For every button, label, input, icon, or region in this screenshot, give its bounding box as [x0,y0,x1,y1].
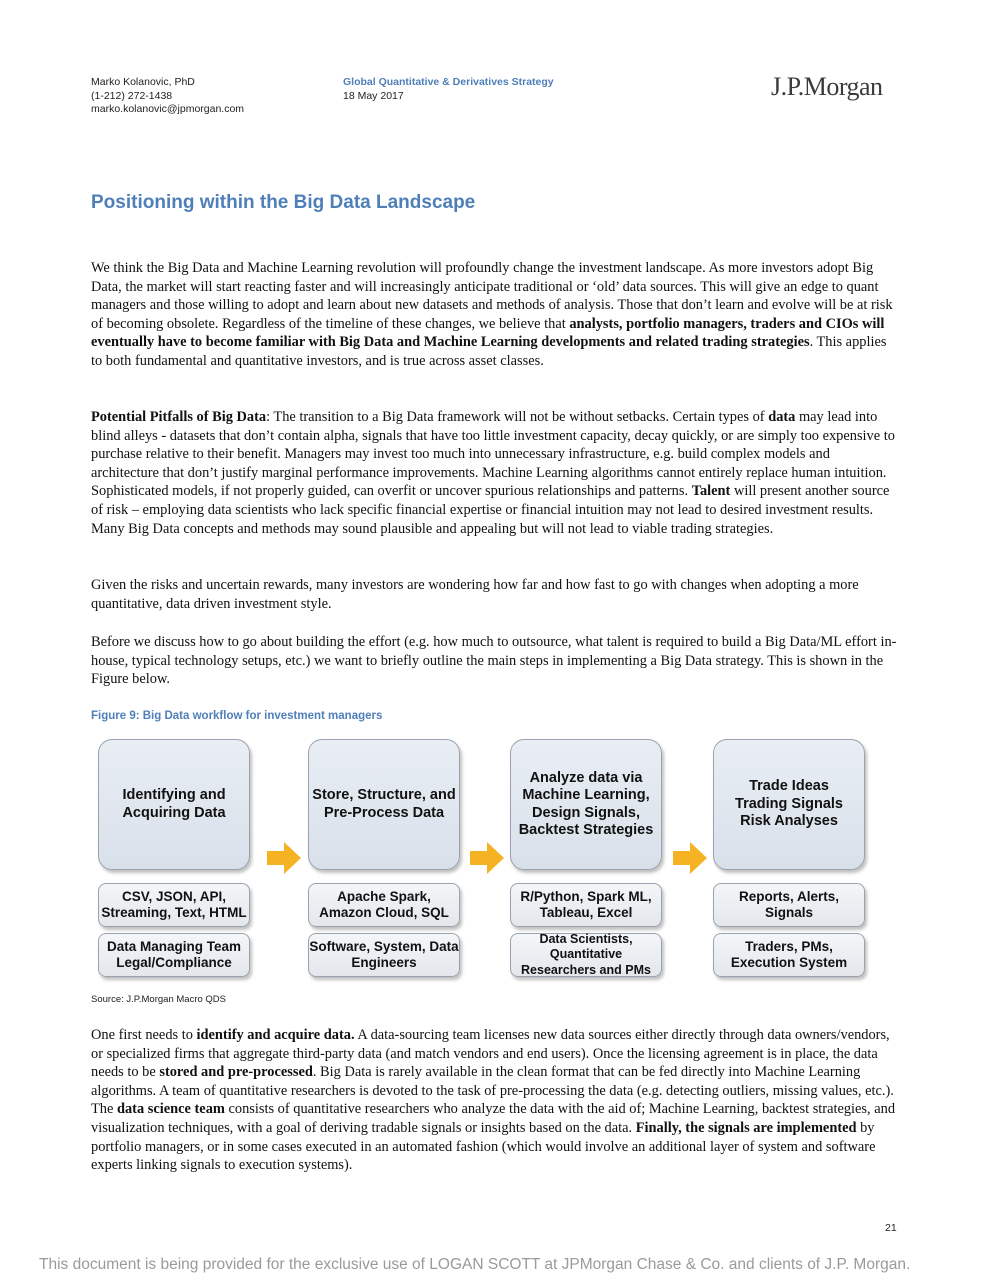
people-box-analyze [510,933,662,977]
step-label: Analyze data via Machine Learning, Design Signals, Backtest Strategies [518,769,654,838]
workflow-step-analyze [510,739,662,870]
people-label: Software, System, Data Engineers [309,938,459,970]
tools-box-analyze [510,883,662,927]
arrow-right-icon [470,842,504,874]
text-run: We think the Big Data and Machine Learning revolution will profoundly change the investment landscape. As more investors adopt Big Data, the market will start reacting faster and will increasingly anticipate traditional or ‘old’ data sources. This will give an edge to quant managers and those willing to adopt and learn about new datasets and methods of analysis. Those that don’t learn and evolve will be at risk of becoming obsolete. Regardless of the timeline of these changes, we believe that [91,260,893,332]
jpmorgan-logo: J.P.Morgan [771,72,883,101]
bold-run: analysts, portfolio managers, traders and CIOs will eventually have to become familiar with Big Data and Machine Learning developments and related trading strategies [91,315,885,351]
page-title: Positioning within the Big Data Landscape [91,192,476,213]
page-number: 21 [885,1222,897,1234]
workflow-step-store [308,739,460,870]
text-run: may lead into blind alleys - datasets that don’t contain alpha, signals that have too little investment capacity, decay quickly, or are simply too expensive to purchase relative to their benefit. Managers may invest too much into unnecessary infrastructure, e.g. build complex models and architecture that don’t justify marginal performance improvements. Machine Learning algorithms cannot entirely replace human intuition. Sophisticated models, if not properly guided, can overfit or uncover spurious relationships and patterns. [91,409,895,500]
tools-label: Apache Spark, Amazon Cloud, SQL [319,888,449,920]
bold-run: Finally, the signals are implemented [635,1119,857,1136]
tools-label: CSV, JSON, API, Streaming, Text, HTML [101,888,247,920]
text-run: . Big Data is rarely available in the clean format that can be fed directly into Machine Learning algorithms. A team of quantitative researchers is devoted to the task of pre-processing the data (e.g. detecting outliers, missing values, etc.). The [91,1064,894,1118]
text-run: will present another source of risk – employing data scientists who lack specific financial expertise or financial intuition may not lead to desired investment results. Many Big Data concepts and methods may sound plausible and appealing but will not lead to viable trading strategies. [91,483,890,537]
text-run: A data-sourcing team licenses new data sources either directly through data owners/vendors, or specialized firms that aggregate third-party data (and match vendors and end users). Once the licensing agreement is in place, the data needs to be [91,1027,890,1081]
bold-run: data [768,409,796,425]
workflow-step-acquire [98,739,250,870]
strategy-name: Global Quantitative & Derivatives Strategy [343,76,554,88]
tools-box-trade [713,883,865,927]
figure-source: Source: J.P.Morgan Macro QDS [91,994,226,1005]
tools-label: R/Python, Spark ML, Tableau, Excel [520,888,652,920]
people-box-acquire [98,933,250,977]
paragraph-intro [91,259,901,371]
arrow-right-icon [267,842,301,874]
author-name: Marko Kolanovic, PhD [91,76,195,88]
people-label: Data Scientists, Quantitative Researchers and PMs [521,931,651,977]
bold-run: data science team [116,1101,225,1118]
figure-title: Figure 9: Big Data workflow for investment managers [91,710,383,722]
usage-disclaimer: This document is being provided for the exclusive use of LOGAN SCOTT at JPMorgan Chase & Co. and clients of J.P. Morgan. [39,1256,911,1273]
step-label: Trade Ideas Trading Signals Risk Analyses [735,778,843,830]
text-run: . This applies to both fundamental and quantitative investors, and is true across asset classes. [91,334,887,369]
report-info [343,76,554,103]
author-email: marko.kolanovic@jpmorgan.com [91,103,245,115]
text-run: consists of quantitative researchers who analyze the data with the aid of; Machine Learning, backtest strategies, and visualization techniques, with a goal of deriving tradable signals or insights based on the data. [91,1101,896,1136]
arrow-right-icon [673,842,707,874]
text-run: by portfolio managers, or in some cases executed in an automated fashion (which would involve an additional layer of system and software experts linking signals to execution systems). [91,1119,876,1174]
text-run: : The transition to a Big Data framework will not be without setbacks. Certain types of [266,409,769,425]
report-date: 18 May 2017 [343,89,404,102]
people-box-store [308,933,460,977]
step-label: Store, Structure, and Pre-Process Data [312,787,456,821]
bold-run: identify and acquire data. [196,1027,355,1043]
people-label: Data Managing Team Legal/Compliance [106,938,242,970]
text-run: One first needs to [91,1027,197,1043]
people-box-trade [713,933,865,977]
paragraph-outline: Before we discuss how to go about building the effort (e.g. how much to outsource, what talent is required to build a Big Data/ML effort in-house, typical technology setups, etc.) we want to briefly outline the main steps in implementing a Big Data strategy. This is shown in the Figure below. [91,634,897,688]
people-label: Traders, PMs, Execution System [730,938,848,970]
tools-label: Reports, Alerts, Signals [738,888,840,920]
paragraph-workflow [91,1026,901,1175]
bold-run: stored and pre-processed [159,1064,313,1081]
workflow-step-trade [713,739,865,870]
bold-run: Talent [691,483,731,500]
author-phone: (1-212) 272-1438 [91,89,173,102]
tools-box-store [308,883,460,927]
tools-box-acquire [98,883,250,927]
step-label: Identifying and Acquiring Data [122,787,226,821]
bold-run: Potential Pitfalls of Big Data [91,409,267,425]
author-block [91,76,244,117]
paragraph-risks: Given the risks and uncertain rewards, many investors are wondering how far and how fast to go with changes when adopting a more quantitative, data driven investment style. [91,577,859,612]
paragraph-pitfalls [91,408,901,538]
